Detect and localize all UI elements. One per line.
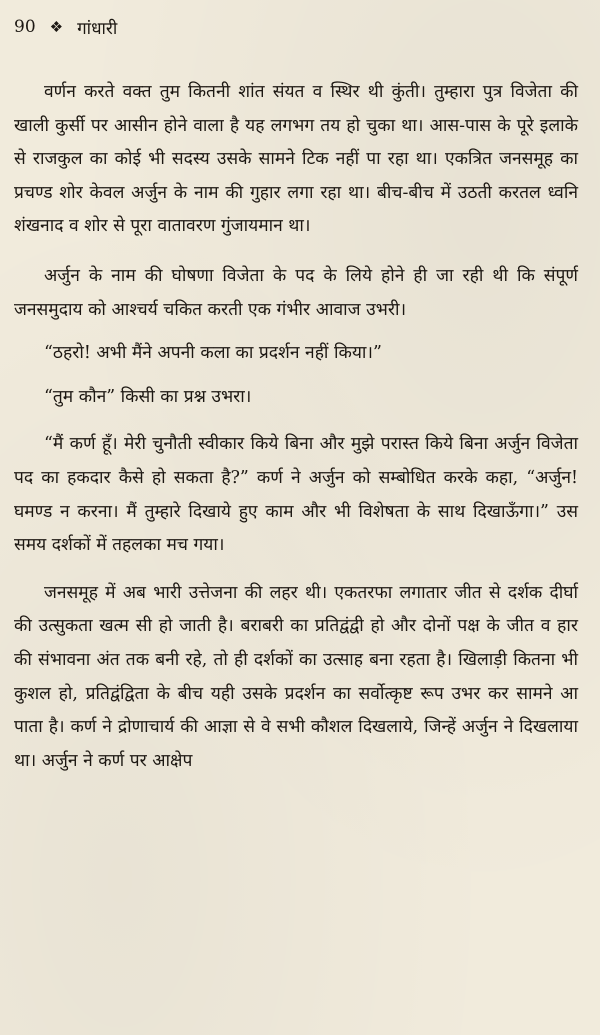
ornament-icon: ❖ (49, 18, 64, 36)
paragraph-2: अर्जुन के नाम की घोषणा विजेता के पद के लिये होने ही जा रही थी कि संपूर्ण जनसमुदाय को आश्चर्य चकित करती एक गंभीर आवाज उभरी। (14, 265, 578, 320)
paragraph-spacer (14, 371, 578, 381)
running-title: गांधारी (77, 18, 118, 39)
paragraph-6: जनसमूह में अब भारी उत्तेजना की लहर थी। एकतरफा लगातार जीत से दर्शक दीर्घा की उत्सुकता खत्म सी हो जाती है। बराबरी का प्रतिद्वंद्वी हो और दोनों पक्ष के जीत व हार की संभावना अंत तक बनी रहे, तो ही दर्शकों का उत्साह बना रहता है। खिलाड़ी कितना भी कुशल हो, प्रतिद्वंद्विता के बीच यही उसके प्रदर्शन का सर्वोत्कृष्ट रूप उभर कर सामने आ पाता है। कर्ण ने द्रोणाचार्य की आज्ञा से वे सभी कौशल दिखलाये, जिन्हें अर्जुन ने दिखलाया था। अर्जुन ने कर्ण पर आक्षेप (14, 582, 578, 771)
paragraph-3: “ठहरो! अभी मैंने अपनी कला का प्रदर्शन नहीं किया।” (44, 343, 382, 364)
paragraph-5: “मैं कर्ण हूँ। मेरी चुनौती स्वीकार किये बिना और मुझे परास्त किये बिना अर्जुन विजेता पद का हकदार कैसे हो सकता है?” कर्ण ने अर्जुन को सम्बोधित करके कहा, “अर्जुन! घमण्ड न करना। मैं तुम्हारे दिखाये हुए काम और भी विशेषता के साथ दिखाऊँगा।” उस समय दर्शकों में तहलका मच गया। (14, 434, 578, 556)
paragraph-spacer (14, 327, 578, 337)
paragraph-spacer (14, 563, 578, 577)
paragraph-spacer (14, 244, 578, 260)
page-number: 90 (14, 17, 36, 37)
paragraph-4: “तुम कौन” किसी का प्रश्न उभरा। (44, 386, 252, 407)
paragraph-spacer (14, 414, 578, 428)
body-text (14, 76, 578, 778)
paragraph-1: वर्णन करते वक्त तुम कितनी शांत संयत व स्थिर थी कुंती। तुम्हारा पुत्र विजेता की खाली कुर्सी पर आसीन होने वाला है यह लगभग तय हो चुका था। आस-पास के पूरे इलाके से राजकुल का कोई भी सदस्य उसके सामने टिक नहीं पा रहा था। एकत्रित जनसमूह का प्रचण्ड शोर केवल अर्जुन के नाम की गुहार लगा रहा था। बीच-बीच में उठती करतल ध्वनि शंखनाद व शोर से पूरा वातावरण गुंजायमान था। (14, 82, 578, 237)
page-header (14, 12, 578, 42)
